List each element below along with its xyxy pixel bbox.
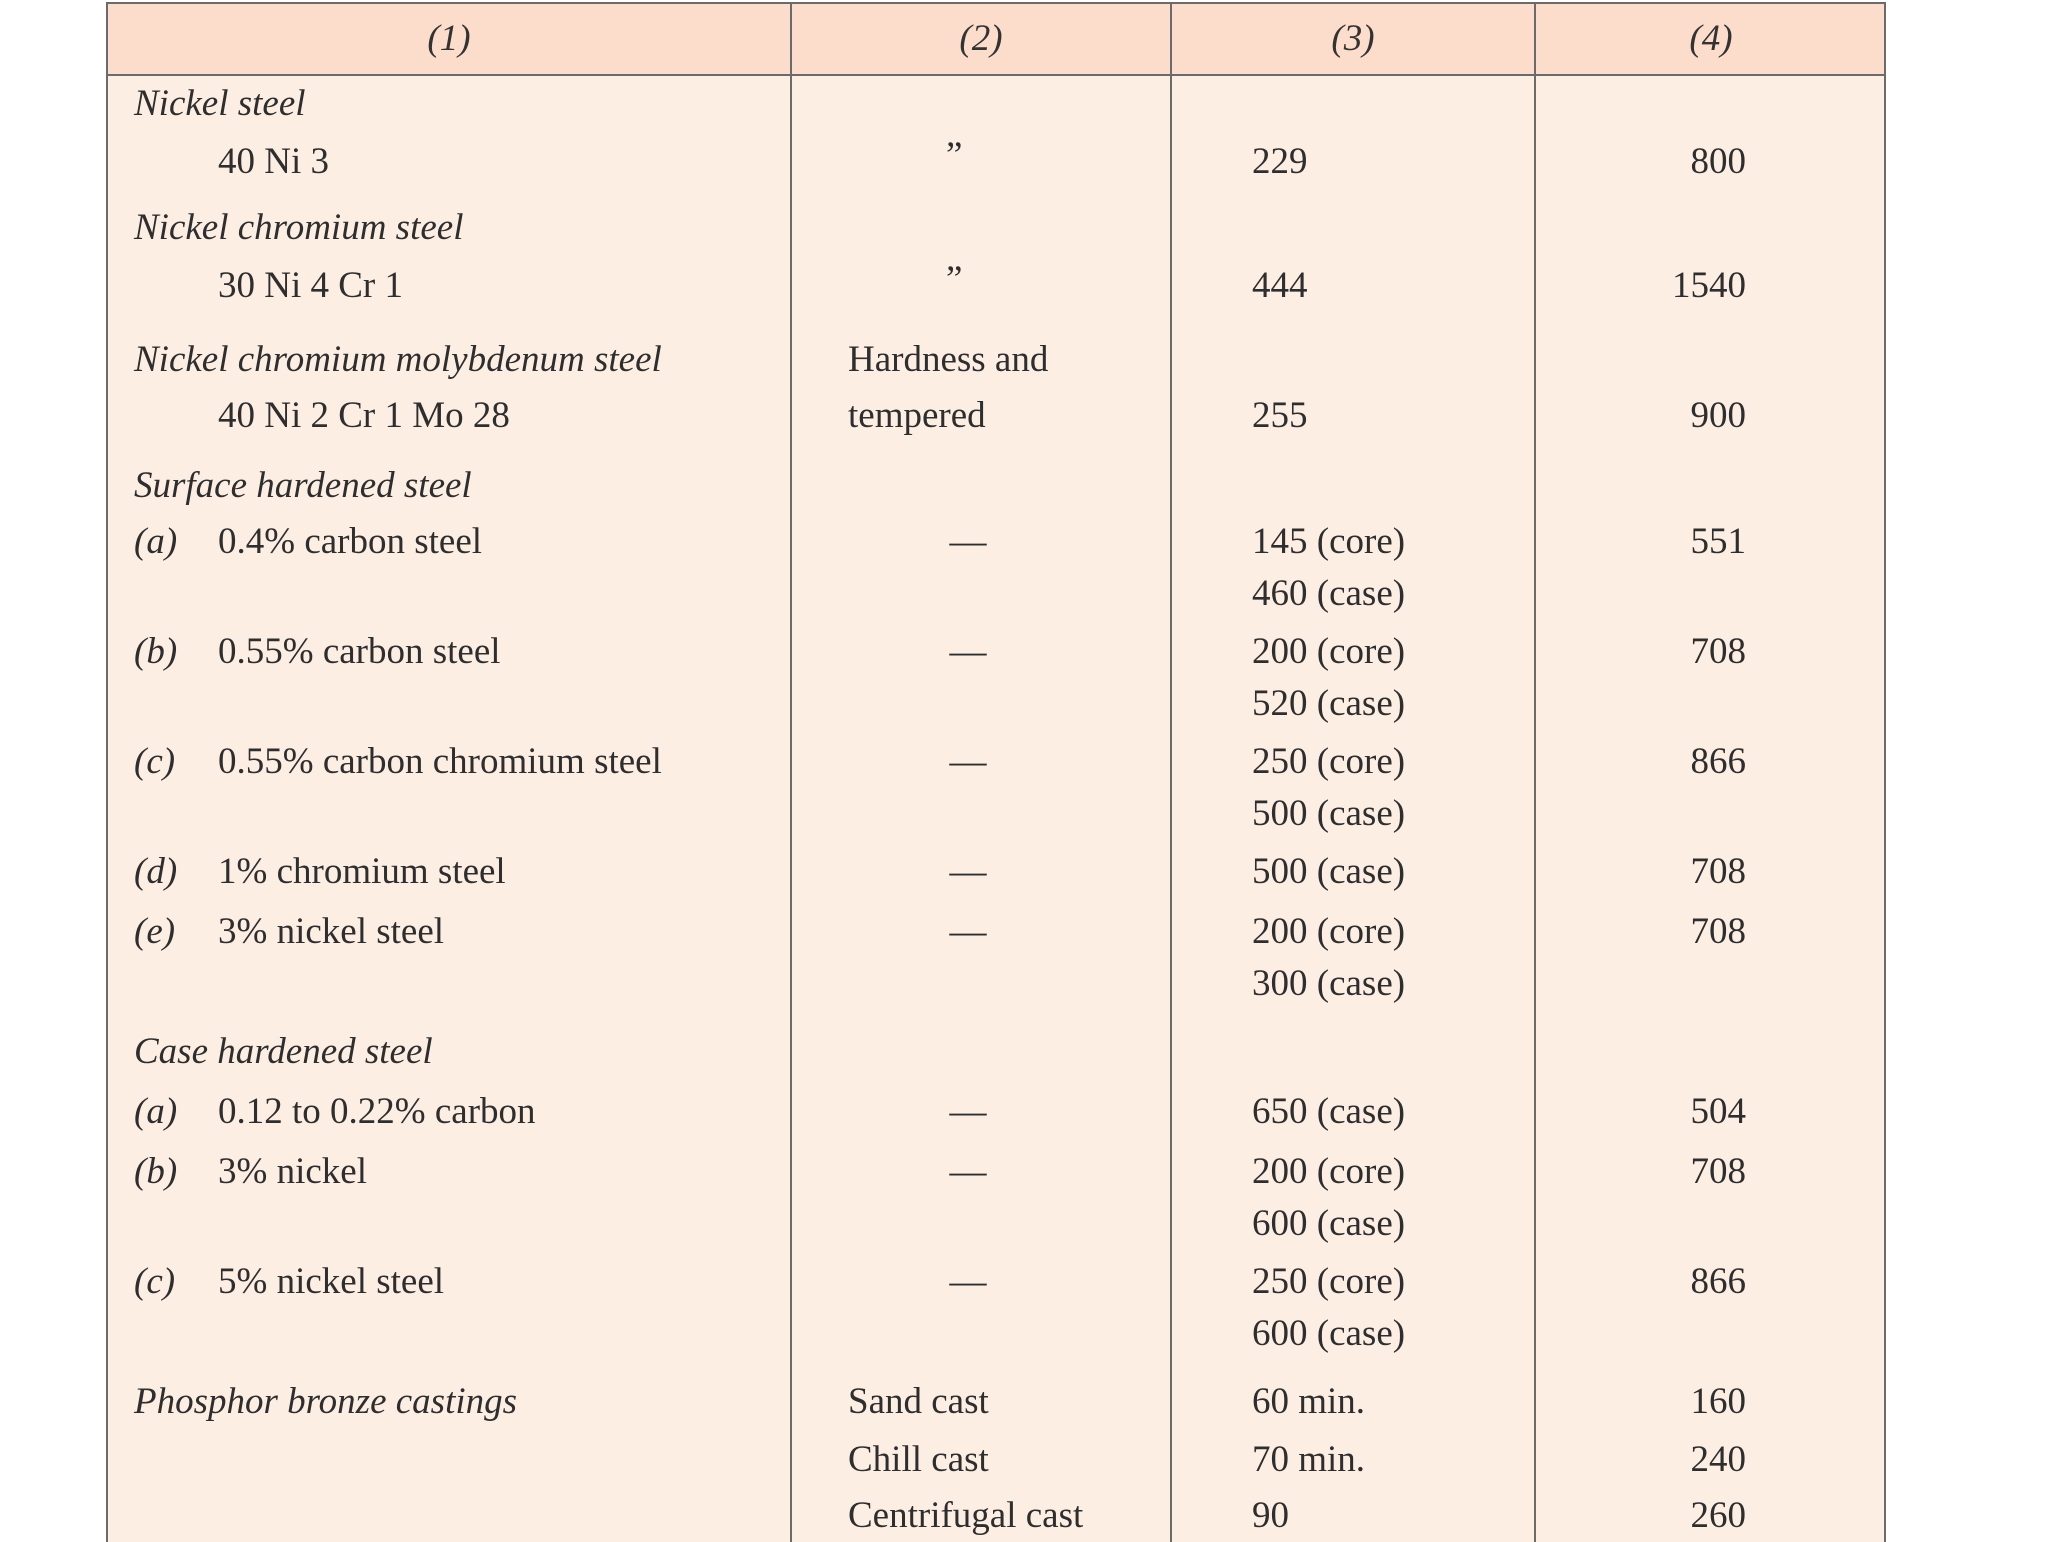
dash-cell: — [949,1151,987,1192]
col4-value: 866 [1690,1261,1746,1302]
col3-line-2: 600 (case) [1252,1313,1406,1354]
col3-line-1: 250 (core) [1252,1261,1406,1302]
item-label: (d) [134,851,178,892]
item-name: 0.4% carbon steel [218,521,483,562]
ditto-mark: ” [946,135,963,176]
column-divider-3 [1534,4,1536,1542]
col4-value: 708 [1690,851,1746,892]
item-label: (c) [134,1261,176,1302]
grade-label: 30 Ni 4 Cr 1 [218,265,403,306]
col3-line-1: 500 (case) [1252,851,1406,892]
column-divider-2 [1170,4,1172,1542]
col4-value: 1540 [1672,265,1746,306]
col4-value: 800 [1690,141,1746,182]
item-label: (a) [134,521,178,562]
dash-cell: — [949,631,987,672]
col4-value: 900 [1690,395,1746,436]
col3-line-1: 200 (core) [1252,1151,1406,1192]
col3-line-1: 145 (core) [1252,521,1406,562]
col4-value: 866 [1690,741,1746,782]
col4-value: 504 [1690,1091,1746,1132]
section-heading-surface-hardened-steel: Surface hardened steel [134,465,472,506]
casting-method: Chill cast [848,1439,989,1480]
dash-cell: — [949,1261,987,1302]
col3-line-2: 520 (case) [1252,683,1406,724]
col4-value: 240 [1690,1439,1746,1480]
col3-line-2: 300 (case) [1252,963,1406,1004]
header-col-3: (3) [1331,18,1375,59]
item-name: 3% nickel [218,1151,367,1192]
treatment-line-1: Hardness and [848,339,1049,380]
dash-cell: — [949,1091,987,1132]
col3-line-2: 460 (case) [1252,573,1406,614]
col3-value: 70 min. [1252,1439,1366,1480]
section-heading-nickel-steel: Nickel steel [134,83,306,124]
dash-cell: — [949,521,987,562]
section-heading-ni-cr-mo-steel: Nickel chromium molybdenum steel [134,339,662,380]
header-col-2: (2) [959,18,1003,59]
col4-value: 708 [1690,911,1746,952]
item-name: 3% nickel steel [218,911,445,952]
ditto-mark: ” [946,259,963,300]
col3-value: 444 [1252,265,1308,306]
casting-method: Sand cast [848,1381,989,1422]
col3-value: 255 [1252,395,1308,436]
item-label: (b) [134,1151,178,1192]
col3-line-1: 200 (core) [1252,911,1406,952]
col3-line-1: 650 (case) [1252,1091,1406,1132]
item-name: 0.55% carbon chromium steel [218,741,662,782]
col4-value: 708 [1690,631,1746,672]
table-header [108,4,1884,76]
col3-line-1: 250 (core) [1252,741,1406,782]
item-label: (e) [134,911,176,952]
section-heading-nickel-chromium-steel: Nickel chromium steel [134,207,464,248]
material-properties-table [106,2,1886,1542]
grade-label: 40 Ni 3 [218,141,329,182]
col4-value: 708 [1690,1151,1746,1192]
dash-cell: — [949,911,987,952]
col3-line-1: 200 (core) [1252,631,1406,672]
col3-value: 229 [1252,141,1308,182]
item-name: 1% chromium steel [218,851,506,892]
dash-cell: — [949,741,987,782]
item-name: 0.55% carbon steel [218,631,501,672]
header-col-1: (1) [427,18,471,59]
col4-value: 160 [1690,1381,1746,1422]
header-col-4: (4) [1689,18,1733,59]
section-heading-case-hardened-steel: Case hardened steel [134,1031,433,1072]
col3-value: 60 min. [1252,1381,1366,1422]
section-heading-phosphor-bronze-castings: Phosphor bronze castings [134,1381,518,1422]
grade-label: 40 Ni 2 Cr 1 Mo 28 [218,395,510,436]
treatment-line-2: tempered [848,395,986,436]
dash-cell: — [949,851,987,892]
casting-method: Centrifugal cast [848,1495,1084,1536]
column-divider-1 [790,4,792,1542]
col3-line-2: 600 (case) [1252,1203,1406,1244]
col4-value: 551 [1690,521,1746,562]
item-label: (c) [134,741,176,782]
col3-line-2: 500 (case) [1252,793,1406,834]
item-label: (b) [134,631,178,672]
col4-value: 260 [1690,1495,1746,1536]
item-name: 5% nickel steel [218,1261,445,1302]
item-label: (a) [134,1091,178,1132]
item-name: 0.12 to 0.22% carbon [218,1091,536,1132]
col3-value: 90 [1252,1495,1289,1536]
